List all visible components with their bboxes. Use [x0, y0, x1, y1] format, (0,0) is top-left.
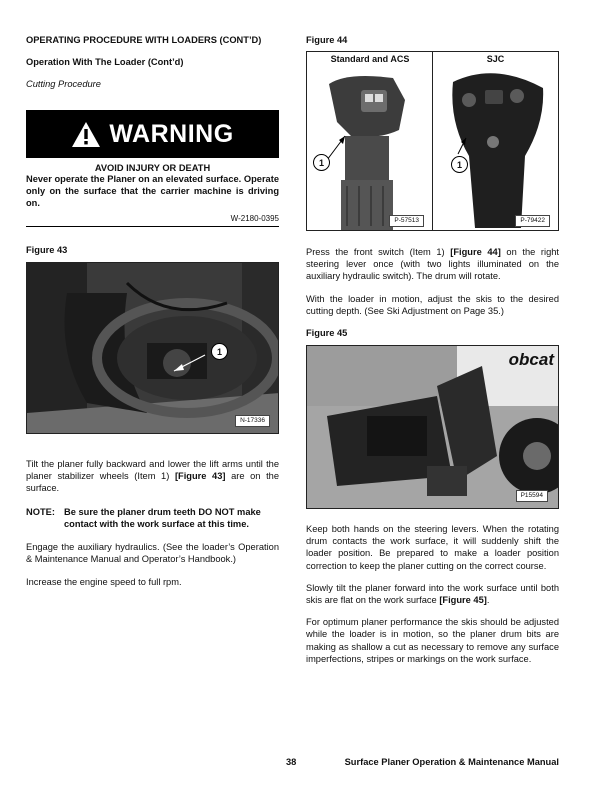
- figure-44-panel: [306, 51, 559, 231]
- warning-triangle-icon: [71, 121, 101, 148]
- warning-text: Never operate the Planer on an elevated surface. Operate only on the surface that the carrier machine is driving on.: [26, 174, 279, 208]
- sjc-title: SJC: [486, 54, 505, 64]
- subheading: Operation With The Loader (Cont’d): [26, 57, 184, 67]
- figure-44-sjc: [433, 52, 558, 230]
- figure-45-label: Figure 45: [306, 328, 348, 339]
- standard-joystick-illustration: [307, 52, 433, 230]
- figure-43-ref: [Figure 43]: [174, 471, 226, 482]
- paragraph-tilt-planer: Tilt the planer fully backward and lower the lift arms until the planer stabilizer wheels (Item 1) [Figure 43] are on the surface.: [26, 459, 279, 494]
- figure-43-label: Figure 43: [26, 245, 68, 255]
- paragraph-front-switch: Press the front switch (Item 1) [Figure 44] on the right steering lever once (with two lights illuminated on the auxiliary hydraulic switch). The drum will rotate.: [306, 247, 560, 282]
- warning-code: W-2180-0395: [230, 214, 279, 223]
- planer-stabilizer-illustration: [27, 263, 279, 434]
- paragraph-tilt-forward: Slowly tilt the planer forward into the work surface until both skis are flat on the work surface [Figure 45].: [306, 582, 559, 606]
- brand-logo: obcat: [508, 350, 554, 370]
- note-block: [26, 506, 279, 530]
- paragraph-adjust-skis: With the loader in motion, adjust the skis to the desired cutting depth. (See Ski Adjustment on Page 35.): [306, 293, 559, 316]
- sjc-joystick-illustration: [433, 52, 558, 230]
- left-column: [26, 34, 279, 589]
- standard-acs-title: Standard and ACS: [330, 54, 410, 64]
- procedure-title: Cutting Procedure: [26, 79, 101, 89]
- warning-box: [26, 110, 279, 227]
- page-number: 38: [286, 757, 297, 767]
- figure-45-code: P15594: [516, 490, 548, 502]
- figure-43-photo: [26, 262, 279, 434]
- planer-on-loader-illustration: [307, 346, 559, 509]
- figure-44-code-right: P-79422: [515, 215, 550, 227]
- note-text: Be sure the planer drum teeth DO NOT make contact with the work surface at this time.: [64, 506, 261, 529]
- manual-title: Surface Planer Operation & Maintenance Manual: [344, 757, 559, 767]
- warning-divider: [26, 226, 279, 227]
- paragraph-optimum-performance: For optimum planer performance the skis should be adjusted while the loader is in motion, so the planer drum bits are making as shallow a cut as necessary to remove any surface imperfections, stripes or markings on the work surface.: [306, 617, 559, 664]
- figure-43-callout: 1: [211, 343, 228, 360]
- paragraph-auxiliary-hydraulics: Engage the auxiliary hydraulics. (See the loader’s Operation & Maintenance Manual and Operator’s Handbook.): [26, 542, 279, 565]
- paragraph-steering-levers: Keep both hands on the steering levers. When the rotating drum contacts the work surface, it will suddenly shift the loader position. Be prepared to make a loader position correction to keep the planer cutting on the correct course.: [306, 524, 559, 571]
- note-label: NOTE:: [26, 506, 55, 517]
- figure-44-label: Figure 44: [306, 35, 348, 45]
- figure-44-code-left: P-57513: [389, 215, 424, 227]
- warning-title: WARNING: [109, 119, 234, 148]
- figure-44-callout-left: 1: [313, 154, 330, 171]
- right-column: [306, 34, 559, 665]
- figure-45-ref: [Figure 45]: [439, 595, 487, 606]
- figure-44-callout-right: 1: [451, 156, 468, 173]
- paragraph-engine-speed: Increase the engine speed to full rpm.: [26, 577, 182, 588]
- figure-44-ref: [Figure 44]: [450, 247, 501, 257]
- figure-44-standard: [307, 52, 433, 230]
- figure-43-code: N-17336: [235, 415, 270, 427]
- section-heading: OPERATING PROCEDURE WITH LOADERS (CONT’D): [26, 35, 262, 45]
- warning-subtitle: AVOID INJURY OR DEATH: [94, 163, 211, 173]
- warning-banner: [26, 110, 279, 158]
- figure-45-photo: [306, 345, 559, 509]
